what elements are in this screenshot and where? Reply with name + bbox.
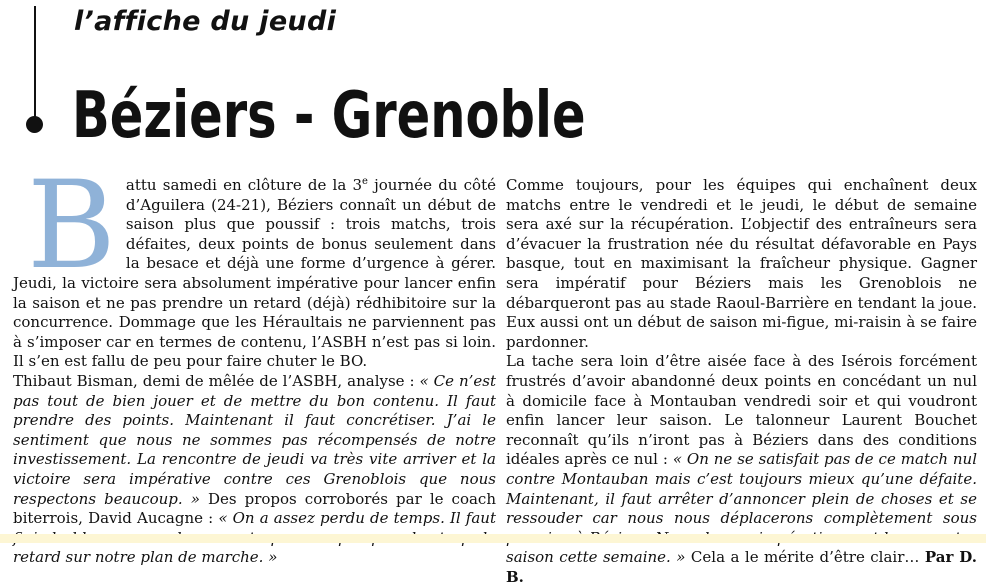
- column-right: [506, 176, 977, 587]
- headline: Béziers - Grenoble: [72, 79, 586, 153]
- quote: « Ce n’est pas tout de bien jouer et de mettre du bon contenu. Il faut prendre des points. Maintenant il faut concrétiser. J’ai le sentiment que nous ne sommes pas récompensés de notre investissement. La rencontre de jeudi va très vite arriver et la victoire sera impérative contre ces Grenoblois que nous respectons beaucoup. »: [13, 371, 496, 508]
- kicker: l’affiche du jeudi: [74, 6, 337, 37]
- superscript: e: [362, 176, 368, 187]
- quote: « On a assez perdu de temps. Il faut retard sur notre plan de marche. »: [13, 509, 496, 567]
- paragraph: [13, 155, 496, 372]
- text: Des propos corroborés par le coach biterrois, David Aucagne :: [13, 489, 496, 528]
- quote: « On ne se satisfait pas de ce match nul contre Montauban mais c’est toujours mieux qu’une défaite. Maintenant, il faut arrêter d’annoncer plein de choses et se ressouder car nous nous déplacerons complètement sous saison cette semaine. »: [506, 450, 978, 567]
- column-left: [13, 155, 496, 568]
- bullet-dot: [26, 116, 43, 133]
- text: Thibaut Bisman, demi de mêlée de l’ASBH, analyse :: [13, 371, 420, 390]
- drop-cap: B: [27, 155, 116, 296]
- paragraph: Comme toujours, pour les équipes qui enchaînent deux matchs entre le vendredi et le jeudi, le début de semaine sera axé sur la récupération. L’objectif des entraîneurs sera d’évacuer la frustration née du résultat défavorable en Pays basque, tout en maximisant la fraîcheur physique. Gagner sera impératif pour Béziers mais les Grenoblois ne débarqueront pas au stade Raoul-Barrière en tendant la joue. Eux aussi ont un début de saison mi-figue, mi-raisin à se faire pardonner.: [506, 176, 977, 351]
- footer-band: [0, 534, 986, 543]
- text: journée du côté d’Aguilera (24-21), Béziers connaît un début de saison plus que poussif : trois matchs, trois défaites, deux points de bonus seulement dans la besace et déjà une forme d’urgence à gérer. Jeudi, la victoire sera absolument impérative pour lancer enfin la saison et ne pas prendre un retard (déjà) rédhibitoire sur la concurrence. Dommage que les Héraultais ne parviennent pas à s’imposer car en termes de contenu, l’ASBH n’est pas si loin. Il s’en est fallu de peu pour faire chuter le BO.: [13, 176, 496, 371]
- byline: Par D. B.: [506, 548, 977, 586]
- text: La tache sera loin d’être aisée face à des Isérois forcément frustrés d’avoir abandonné deux points en concédant un nul à domicile face à Montauban vendredi soir et qui voudront enfin lancer leur saison. Le talonneur Laurent Bouchet reconnaît qu’ils n’iront pas à Béziers dans des conditions idéales après ce nul :: [506, 352, 977, 469]
- text: Cela a le mérite d’être clair…: [685, 548, 925, 567]
- paragraph: [506, 352, 977, 587]
- vertical-rule: [34, 6, 36, 119]
- text: attu samedi en clôture de la 3: [125, 176, 363, 194]
